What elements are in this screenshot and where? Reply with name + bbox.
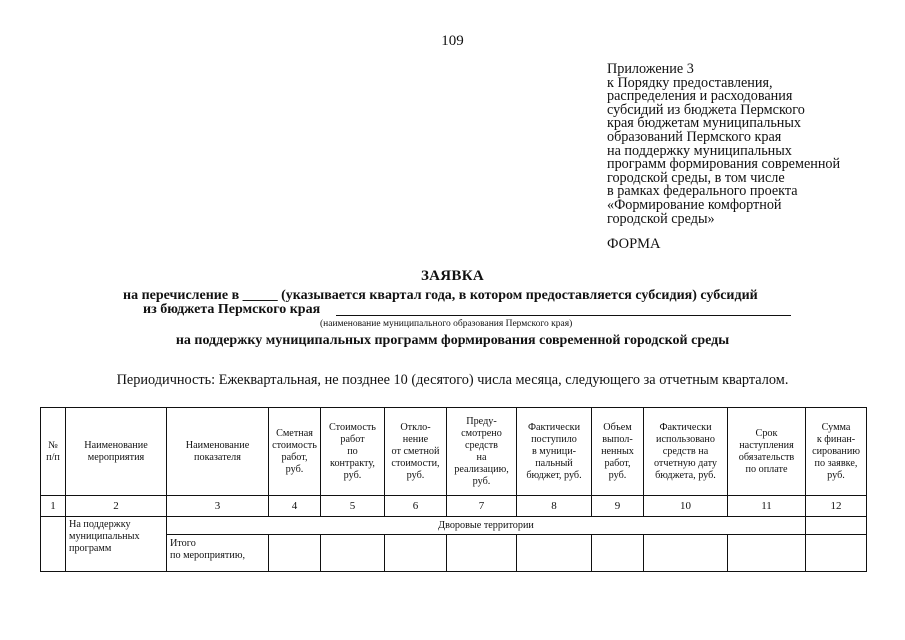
column-header: Срок наступления обязательств по оплате (728, 408, 806, 496)
column-number: 5 (321, 496, 385, 517)
column-number: 8 (517, 496, 592, 517)
column-number: 10 (644, 496, 728, 517)
form-label: ФОРМА (607, 236, 661, 252)
column-header: Фактически использовано средств на отчетную дату бюджета, руб. (644, 408, 728, 496)
annex-line: на поддержку муниципальных (607, 142, 792, 159)
table-cell (806, 535, 867, 572)
purpose-line: на поддержку муниципальных программ формирования современной городской среды (175, 333, 730, 348)
municipality-caption: (наименование муниципального образования Пермского края) (320, 319, 573, 329)
column-header: Фактически поступило в муници- пальный бюджет, руб. (517, 408, 592, 496)
table-cell (728, 535, 806, 572)
column-number: 9 (592, 496, 644, 517)
annex-line: городской среды» (607, 210, 715, 227)
transfer-line: на перечисление в _____ (указывается квартал года, в котором предоставляется субсидия) субсидий (123, 288, 758, 303)
annex-line: к Порядку предоставления, (607, 74, 773, 91)
table-cell (385, 535, 447, 572)
column-number: 7 (447, 496, 517, 517)
annex-line: программ формирования современной (607, 156, 841, 173)
column-number: 3 (167, 496, 269, 517)
column-header: Откло- нение от сметной стоимости, руб. (385, 408, 447, 496)
annex-line: в рамках федерального проекта (607, 183, 798, 200)
measure-name-cell: На поддержку муниципальных программ (66, 517, 167, 572)
annex-line: края бюджетам муниципальных (607, 115, 802, 132)
table-cell (644, 535, 728, 572)
table-cell (517, 535, 592, 572)
total-label-cell: Итого по мероприятию, (167, 535, 269, 572)
table-cell (447, 535, 517, 572)
periodicity-line: Периодичность: Ежеквартальная, не позднее 10 (десятого) числа месяца, следующего за отчетным кварталом. (116, 372, 789, 388)
annex-line: Приложение 3 (607, 61, 694, 77)
document-title: ЗАЯВКА (420, 268, 485, 284)
table-cell (321, 535, 385, 572)
column-number: 6 (385, 496, 447, 517)
section-label-cell: Дворовые территории (167, 517, 806, 535)
annex-line: «Формирование комфортной (607, 196, 782, 213)
application-table (40, 407, 867, 572)
section-row (41, 517, 867, 535)
column-number: 1 (41, 496, 66, 517)
table-cell (41, 517, 66, 572)
table-cell (592, 535, 644, 572)
column-number: 4 (269, 496, 321, 517)
table-cell (269, 535, 321, 572)
annex-line: городской среды, в том числе (607, 169, 785, 186)
municipality-blank-line (336, 315, 791, 316)
header-row (41, 408, 867, 496)
column-header: Стоимость работ по контракту, руб. (321, 408, 385, 496)
table-cell (806, 517, 867, 535)
column-number: 12 (806, 496, 867, 517)
budget-line: из бюджета Пермского края (143, 302, 321, 317)
column-header: № п/п (41, 408, 66, 496)
page-number: 109 (441, 33, 464, 49)
column-header: Сумма к финан- сированию по заявке, руб. (806, 408, 867, 496)
column-header: Наименование мероприятия (66, 408, 167, 496)
column-header: Объем выпол- ненных работ, руб. (592, 408, 644, 496)
column-number: 11 (728, 496, 806, 517)
annex-line: субсидий из бюджета Пермского (607, 101, 805, 118)
annex-block (607, 63, 840, 226)
column-header: Сметная стоимость работ, руб. (269, 408, 321, 496)
column-header: Наименование показателя (167, 408, 269, 496)
column-number-row (41, 496, 867, 517)
annex-line: образований Пермского края (607, 128, 782, 145)
column-header: Преду- смотрено средств на реализацию, руб. (447, 408, 517, 496)
annex-line: распределения и расходования (607, 88, 793, 105)
column-number: 2 (66, 496, 167, 517)
